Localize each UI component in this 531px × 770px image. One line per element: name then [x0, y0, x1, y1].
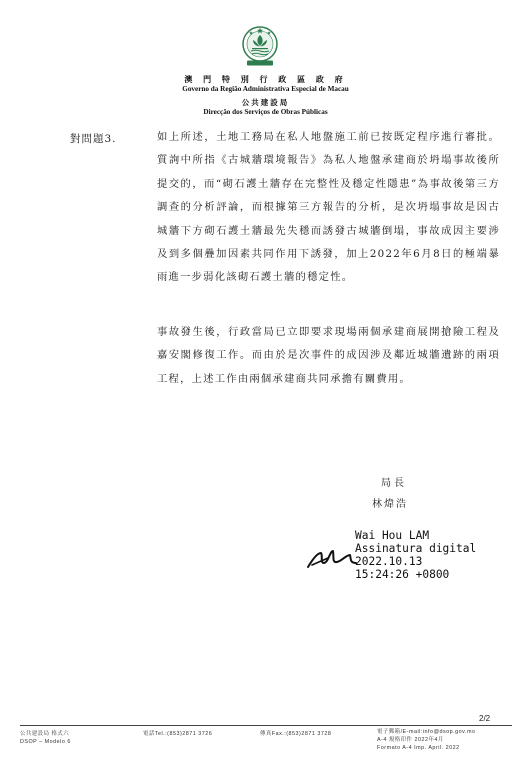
digital-signer-name: Wai Hou LAM	[355, 529, 430, 542]
footer-telephone	[143, 730, 212, 738]
page-number: 2/2	[479, 714, 491, 723]
macau-emblem-icon	[240, 24, 280, 68]
handwritten-signature-icon	[306, 541, 358, 571]
government-name-pt: Governo da Região Administrativa Especial de Macau	[182, 85, 349, 93]
digital-signature-date: 2022.10.13	[355, 555, 423, 568]
government-name-zh: 澳 門 特 別 行 政 區 政 府	[184, 74, 347, 84]
footer-fax	[260, 730, 331, 738]
department-name-pt: Direcção dos Serviços de Obras Públicas	[203, 108, 328, 116]
question-label: 對問題3.	[70, 133, 117, 145]
signatory-name: 林煒浩	[372, 499, 408, 510]
digital-signature-block	[355, 529, 476, 581]
digital-signature-time: 15:24:26 +0800	[355, 568, 450, 581]
answer-paragraph-2: 事故發生後，行政當局已立即要求現場兩個承建商展開搶險工程及嘉安閣修復工作。而由於是次事件的成因涉及鄰近城牆遺跡的兩項工程，上述工作由兩個承建商共同承擔有關費用。	[157, 326, 500, 385]
footer-form-id-pt: DSOP – Modelo 6	[20, 739, 71, 745]
department-name-zh: 公共建設局	[241, 98, 290, 107]
signatory-title: 局長	[381, 478, 407, 489]
footer-fax-text: 傳真Fax.:(853)2871 3728	[260, 731, 332, 737]
footer-divider	[20, 725, 512, 726]
digital-signature-label: Assinatura digital	[355, 542, 477, 555]
footer-format-pt: Formato A-4 Imp. April. 2022	[377, 745, 460, 751]
footer-telephone-text: 電話Tel.:(853)2871 3726	[143, 731, 213, 737]
answer-paragraph-1: 如上所述，土地工務局在私人地盤施工前已按既定程序進行審批。質詢中所指《古城牆環境報告》為私人地盤承建商於坍塌事故後所提交的，而“砌石護土牆存在完整性及穩定性隱患”為事故後第三方調查的分析評論，而根據第三方報告的分析，是次坍塌事故是因古城牆下方砌石護土牆最先失穩而誘發古城牆倒塌，事故成因主要涉及到多個疊加因素共同作用下誘發，加上2022年6月8日的極端暴雨進一步弱化該砌石護土牆的穩定性。	[157, 131, 500, 284]
footer-contact-format	[377, 728, 475, 752]
footer-format-zh: A-4 規格印件 2022年4月	[377, 737, 444, 743]
footer-form-id	[20, 730, 71, 746]
footer-form-id-zh: 公共建設局 格式六	[20, 731, 70, 737]
footer-email: 電子郵箱/E-mail:info@dsop.gov.mo	[377, 729, 476, 735]
